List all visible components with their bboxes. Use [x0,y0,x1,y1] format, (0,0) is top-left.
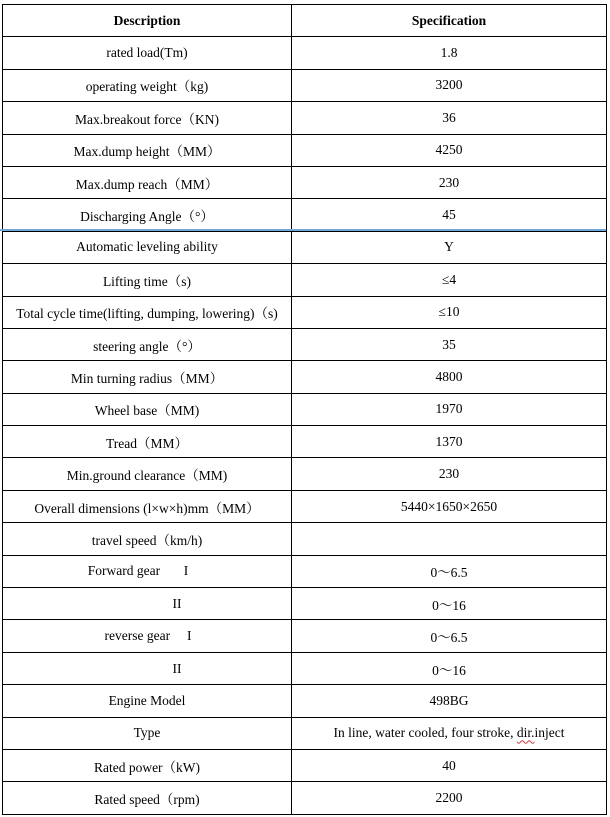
row-value: 230 [292,166,607,198]
row-label: Min turning radius（MM） [3,361,292,393]
row-label: Engine Model [3,685,292,717]
row-label: Tread（MM） [3,426,292,458]
row-label: Overall dimensions (l×w×h)mm（MM） [3,490,292,522]
value-text: In line, water cooled, four stroke, [333,725,517,741]
row-value: 1.8 [292,37,607,69]
table-row [3,199,607,231]
table-row [3,749,607,781]
row-value: 40 [292,749,607,781]
column-header-description: Description [3,5,292,37]
row-label [3,652,292,684]
table-row [3,490,607,522]
row-value: 0～16 [292,652,607,684]
specification-table [2,4,607,815]
table-row [3,588,607,620]
row-label: travel speed（km/h) [3,523,292,555]
table-row [3,717,607,749]
row-label: Max.dump height（MM） [3,134,292,166]
row-label-text: reverse gear I [104,628,192,644]
row-label: steering angle（°） [3,328,292,360]
table-row [3,393,607,425]
row-value: 5440×1650×2650 [292,490,607,522]
row-label [3,588,292,620]
row-label: Min.ground clearance（MM) [3,458,292,490]
row-label: Total cycle time(lifting, dumping, lowering)（s) [3,296,292,328]
table-row [3,69,607,101]
row-value: 36 [292,102,607,134]
spellcheck-flagged-word: dir. [516,725,535,741]
row-label [3,620,292,652]
table-row [3,685,607,717]
row-value: 0～6.5 [292,620,607,652]
row-value: Y [292,231,607,263]
row-label: Lifting time（s) [3,264,292,296]
table-row [3,620,607,652]
row-value: 35 [292,328,607,360]
page-boundary-line [0,229,606,231]
row-value [292,523,607,555]
table-row [3,296,607,328]
table-header-row [3,5,607,37]
row-label: rated load(Tm) [3,37,292,69]
value-text: inject [534,725,565,741]
table-row [3,37,607,69]
row-value: 1370 [292,426,607,458]
row-label: Automatic leveling ability [3,231,292,263]
row-value: 230 [292,458,607,490]
table-row [3,328,607,360]
table-row [3,166,607,198]
row-label-text: II [172,595,182,611]
row-value: ≤10 [292,296,607,328]
row-label: Max.dump reach（MM） [3,166,292,198]
row-label: Type [3,717,292,749]
table-row [3,102,607,134]
row-label: operating weight（kg) [3,69,292,101]
table-row [3,264,607,296]
row-value: 3200 [292,69,607,101]
table-row [3,231,607,263]
row-value: ≤4 [292,264,607,296]
table-row [3,782,607,814]
table-row [3,134,607,166]
row-value: 0～6.5 [292,555,607,587]
table-row [3,555,607,587]
table-row [3,361,607,393]
row-label: Rated speed（rpm) [3,782,292,814]
column-header-specification: Specification [292,5,607,37]
table-row [3,652,607,684]
row-value: 45 [292,199,607,231]
row-value: 0～16 [292,588,607,620]
row-value: 4800 [292,361,607,393]
table-row [3,458,607,490]
row-label [3,555,292,587]
table-row [3,426,607,458]
row-value: 498BG [292,685,607,717]
row-label: Discharging Angle（°） [3,199,292,231]
row-value [292,717,607,749]
row-value: 1970 [292,393,607,425]
table-row [3,523,607,555]
row-value: 4250 [292,134,607,166]
row-label: Wheel base（MM) [3,393,292,425]
row-label: Max.breakout force（KN) [3,102,292,134]
row-value: 2200 [292,782,607,814]
row-label-text: II [172,660,182,676]
row-label-text: Forward gear I [87,563,189,579]
row-label: Rated power（kW) [3,749,292,781]
